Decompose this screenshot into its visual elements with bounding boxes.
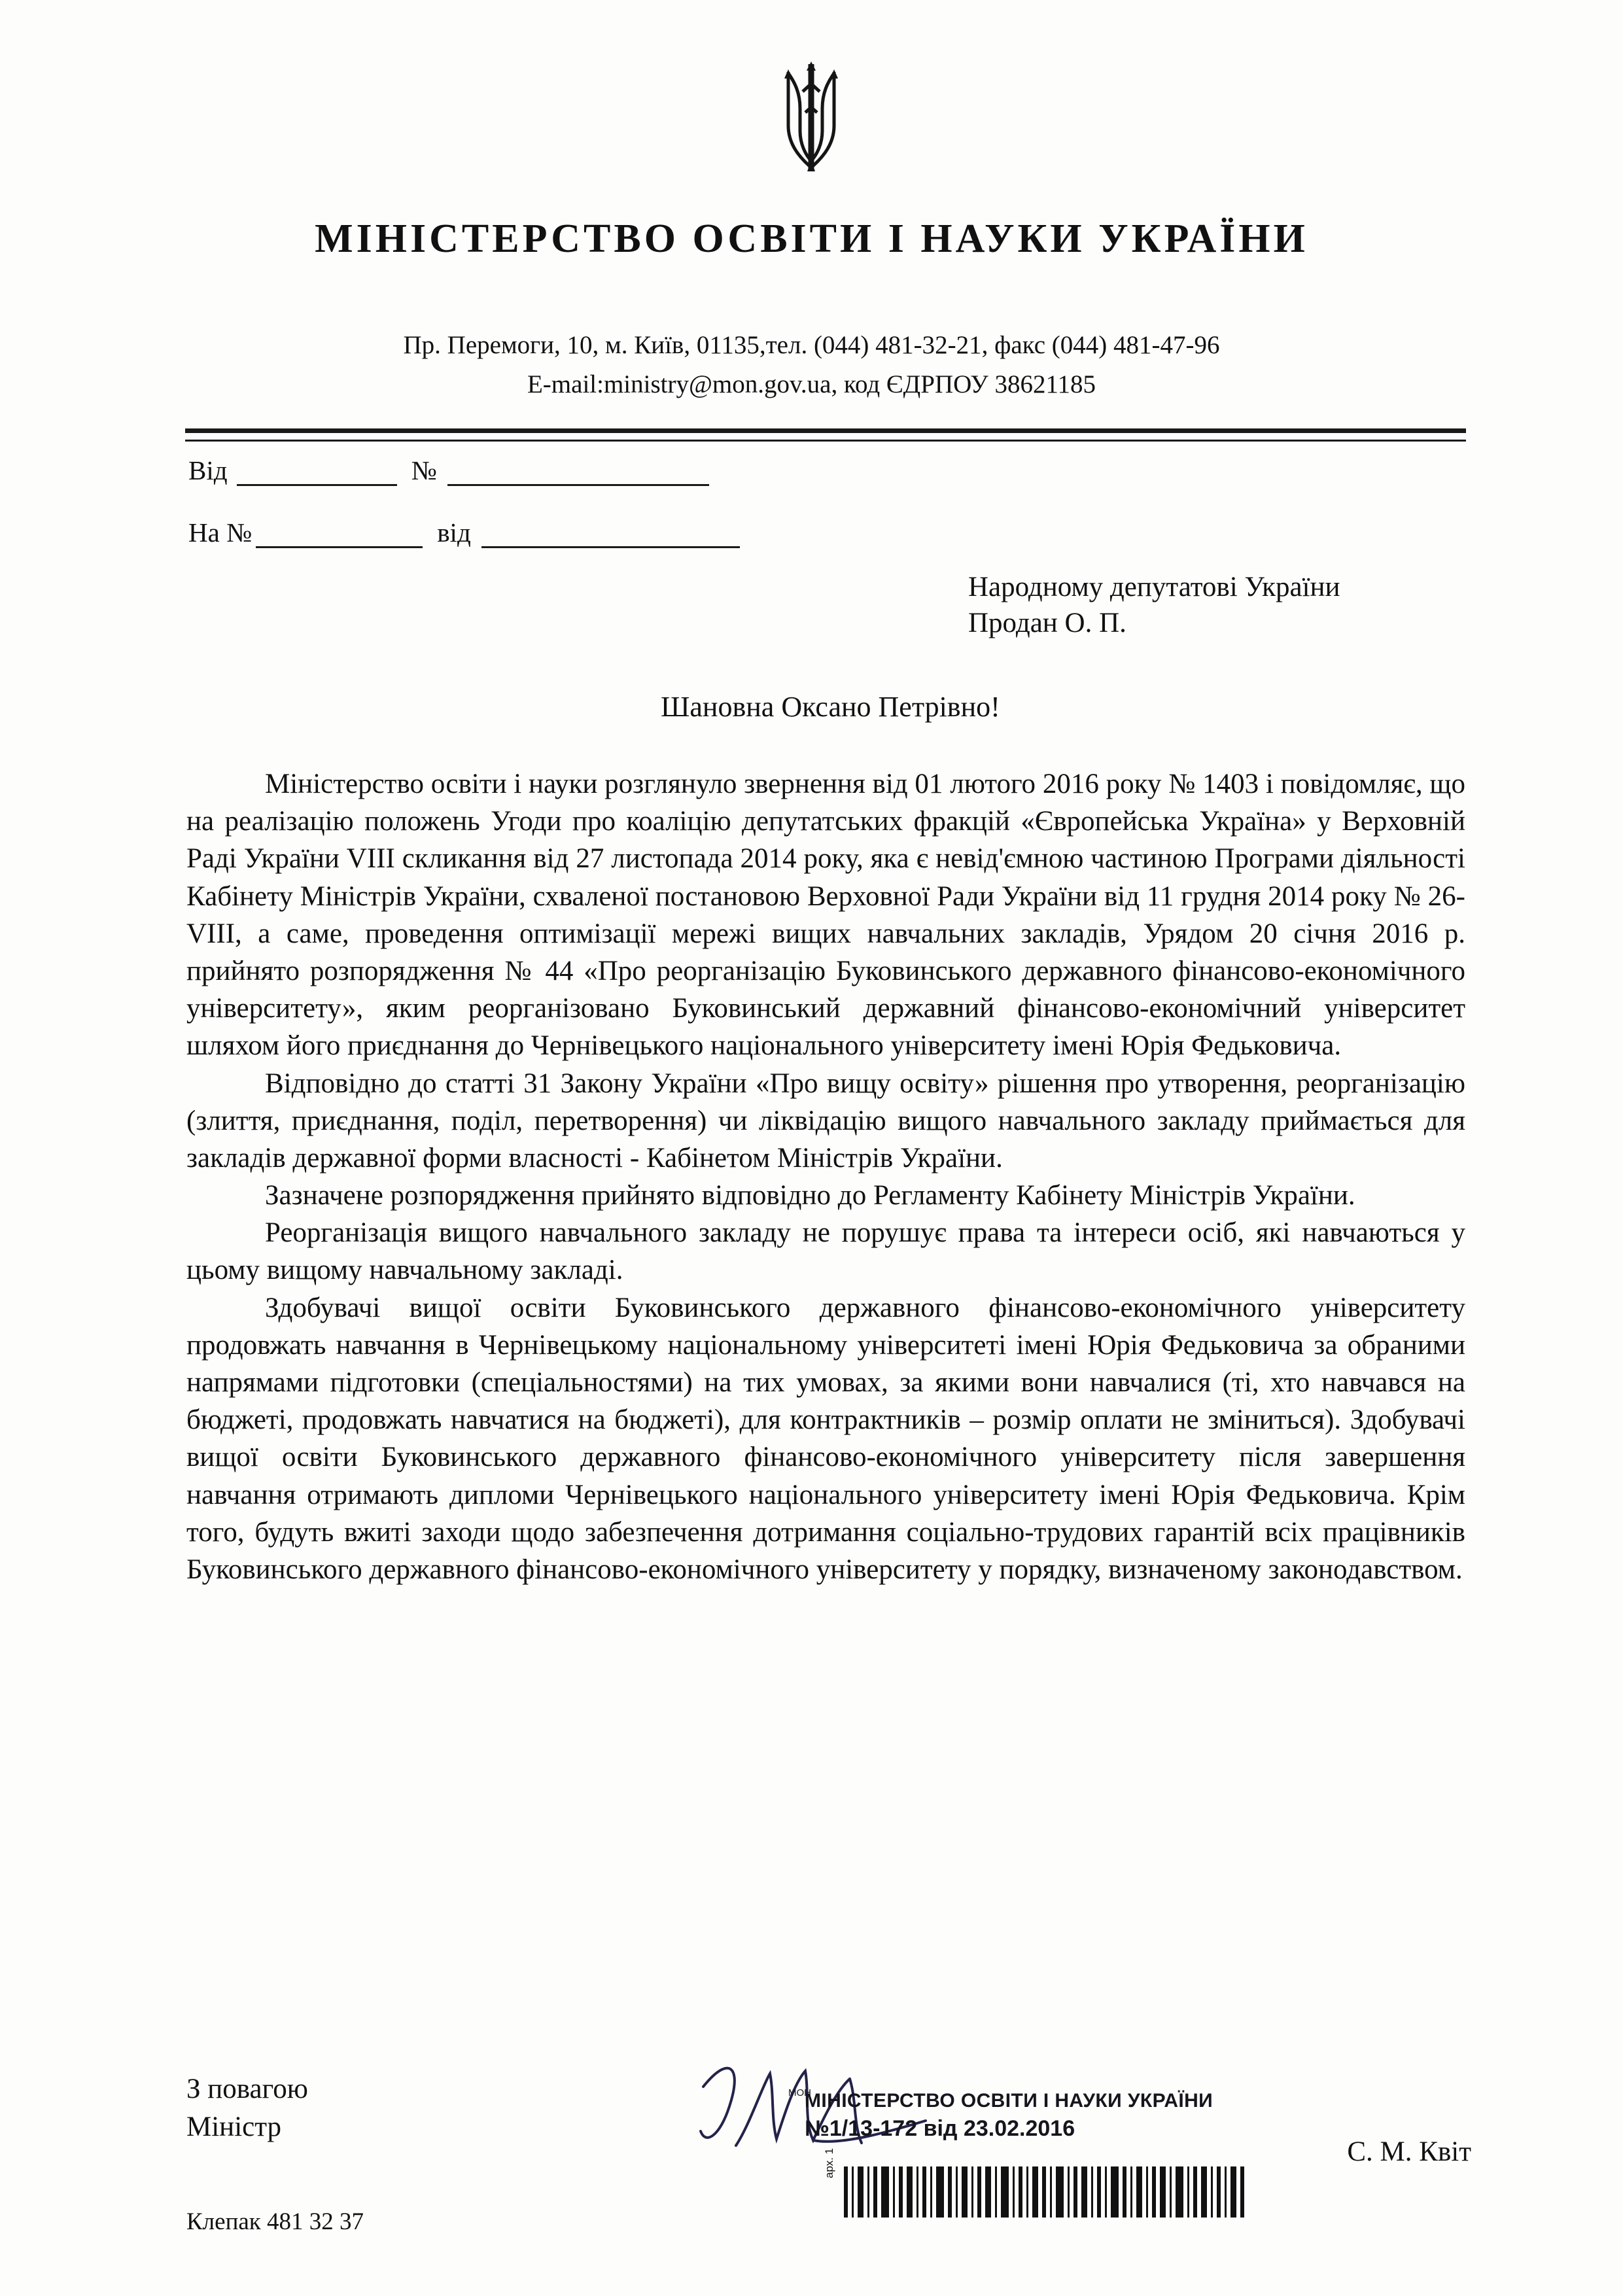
body-paragraph: Здобувачі вищої освіти Буковинського державного фінансово-економічного університету продовжать навчання в Чернівецькому національному університеті імені Юрія Федьковича за обраними напрямами підготовки (спеціальностями) на тих умовах, за якими вони навчалися (ті, хто навчався на бюджеті, продовжать навчатися на бюджеті), для контрактників – розмір оплати не зміниться). Здобувачі вищої освіти Буковинського державного фінансово-економічного університету після завершення навчання отримають дипломи Чернівецького національного університету імені Юрія Федьковича. Крім того, будуть вжиті заходи щодо забезпечення дотримання соціально-трудових гарантій всіх працівників Буковинського державного фінансово-економічного університету у порядку, визначеному законодавством. bbox=[186, 1292, 1465, 1585]
number-blank-line bbox=[447, 461, 709, 486]
date-blank-line bbox=[481, 523, 740, 548]
signer-position: Міністр bbox=[186, 2112, 282, 2143]
ukraine-trident-emblem bbox=[769, 52, 854, 183]
executor-contact: Клепак 481 32 37 bbox=[186, 2208, 364, 2235]
reply-to-blank-line bbox=[256, 523, 423, 548]
stamp-mini-label: МОН bbox=[788, 2087, 811, 2098]
reference-row-outgoing bbox=[188, 455, 709, 486]
contact-address-line: Пр. Перемоги, 10, м. Київ, 01135,тел. (044) 481-32-21, факс (044) 481-47-96 bbox=[403, 331, 1220, 359]
barcode bbox=[844, 2166, 1249, 2218]
body-paragraph: Відповідно до статті 31 Закону України «Про вищу освіту» рішення про утворення, реорганізацію (злиття, приєднання, поділ, перетворення) чи ліквідацію вищого навчального закладу приймається для закладів державної форми власності - Кабінетом Міністрів України. bbox=[186, 1068, 1465, 1174]
registration-stamp bbox=[788, 2087, 1302, 2142]
stamp-registration-number: №1/13-172 від 23.02.2016 bbox=[805, 2116, 1075, 2141]
number-label: № bbox=[411, 455, 437, 485]
addressee-line-2: Продан О. П. bbox=[968, 608, 1126, 639]
letter-body bbox=[186, 765, 1465, 1588]
header-rule-thick bbox=[185, 428, 1466, 433]
from-blank-line bbox=[237, 461, 397, 486]
ministry-title: МІНІСТЕРСТВО ОСВІТИ І НАУКИ УКРАЇНИ bbox=[315, 217, 1308, 261]
body-paragraph: Міністерство освіти і науки розглянуло звернення від 01 лютого 2016 року № 1403 і повідомляє, що на реалізацію положень Угоди про коаліцію депутатських фракцій «Європейська Україна» у Верховній Раді України VIII скликання від 27 листопада 2014 року, яка є невід'ємною частиною Програми діяльності Кабінету Міністрів України, схваленої постановою Верховної Ради України від 11 грудня 2014 року № 26-VIII, а саме, проведення оптимізації мережі вищих навчальних закладів, Урядом 20 січня 2016 р. прийнято розпорядження № 44 «Про реорганізацію Буковинського державного фінансово-економічного університету», яким реорганізовано Буковинський державний фінансово-економічний університет шляхом його приєднання до Чернівецького національного університету імені Юрія Федьковича. bbox=[186, 769, 1465, 1062]
body-paragraph: Зазначене розпорядження прийнято відповідно до Регламенту Кабінету Міністрів України. bbox=[265, 1180, 1355, 1211]
closing-text: З повагою bbox=[186, 2074, 308, 2104]
reply-to-label: На № bbox=[188, 517, 253, 548]
reference-row-incoming bbox=[188, 517, 740, 548]
header-rule-thin bbox=[185, 440, 1466, 442]
stamp-side-label: арх. 1 bbox=[823, 2148, 835, 2178]
addressee-line-1: Народному депутатові України bbox=[968, 572, 1340, 602]
signature-block bbox=[186, 2070, 308, 2146]
contact-email-line: E-mail:ministry@mon.gov.ua, код ЄДРПОУ 38621185 bbox=[527, 370, 1096, 398]
from-label: Від bbox=[188, 455, 228, 485]
body-paragraph: Реорганізація вищого навчального закладу не порушує права та інтереси осіб, які навчаються у цьому вищому навчальному закладі. bbox=[186, 1217, 1465, 1286]
stamp-organization: МІНІСТЕРСТВО ОСВІТИ І НАУКИ УКРАЇНИ bbox=[805, 2090, 1213, 2112]
addressee-block bbox=[968, 569, 1340, 641]
salutation: Шановна Оксано Петрівно! bbox=[661, 691, 1000, 723]
date-label: від bbox=[437, 517, 471, 548]
signer-name: С. М. Квіт bbox=[1347, 2136, 1471, 2167]
